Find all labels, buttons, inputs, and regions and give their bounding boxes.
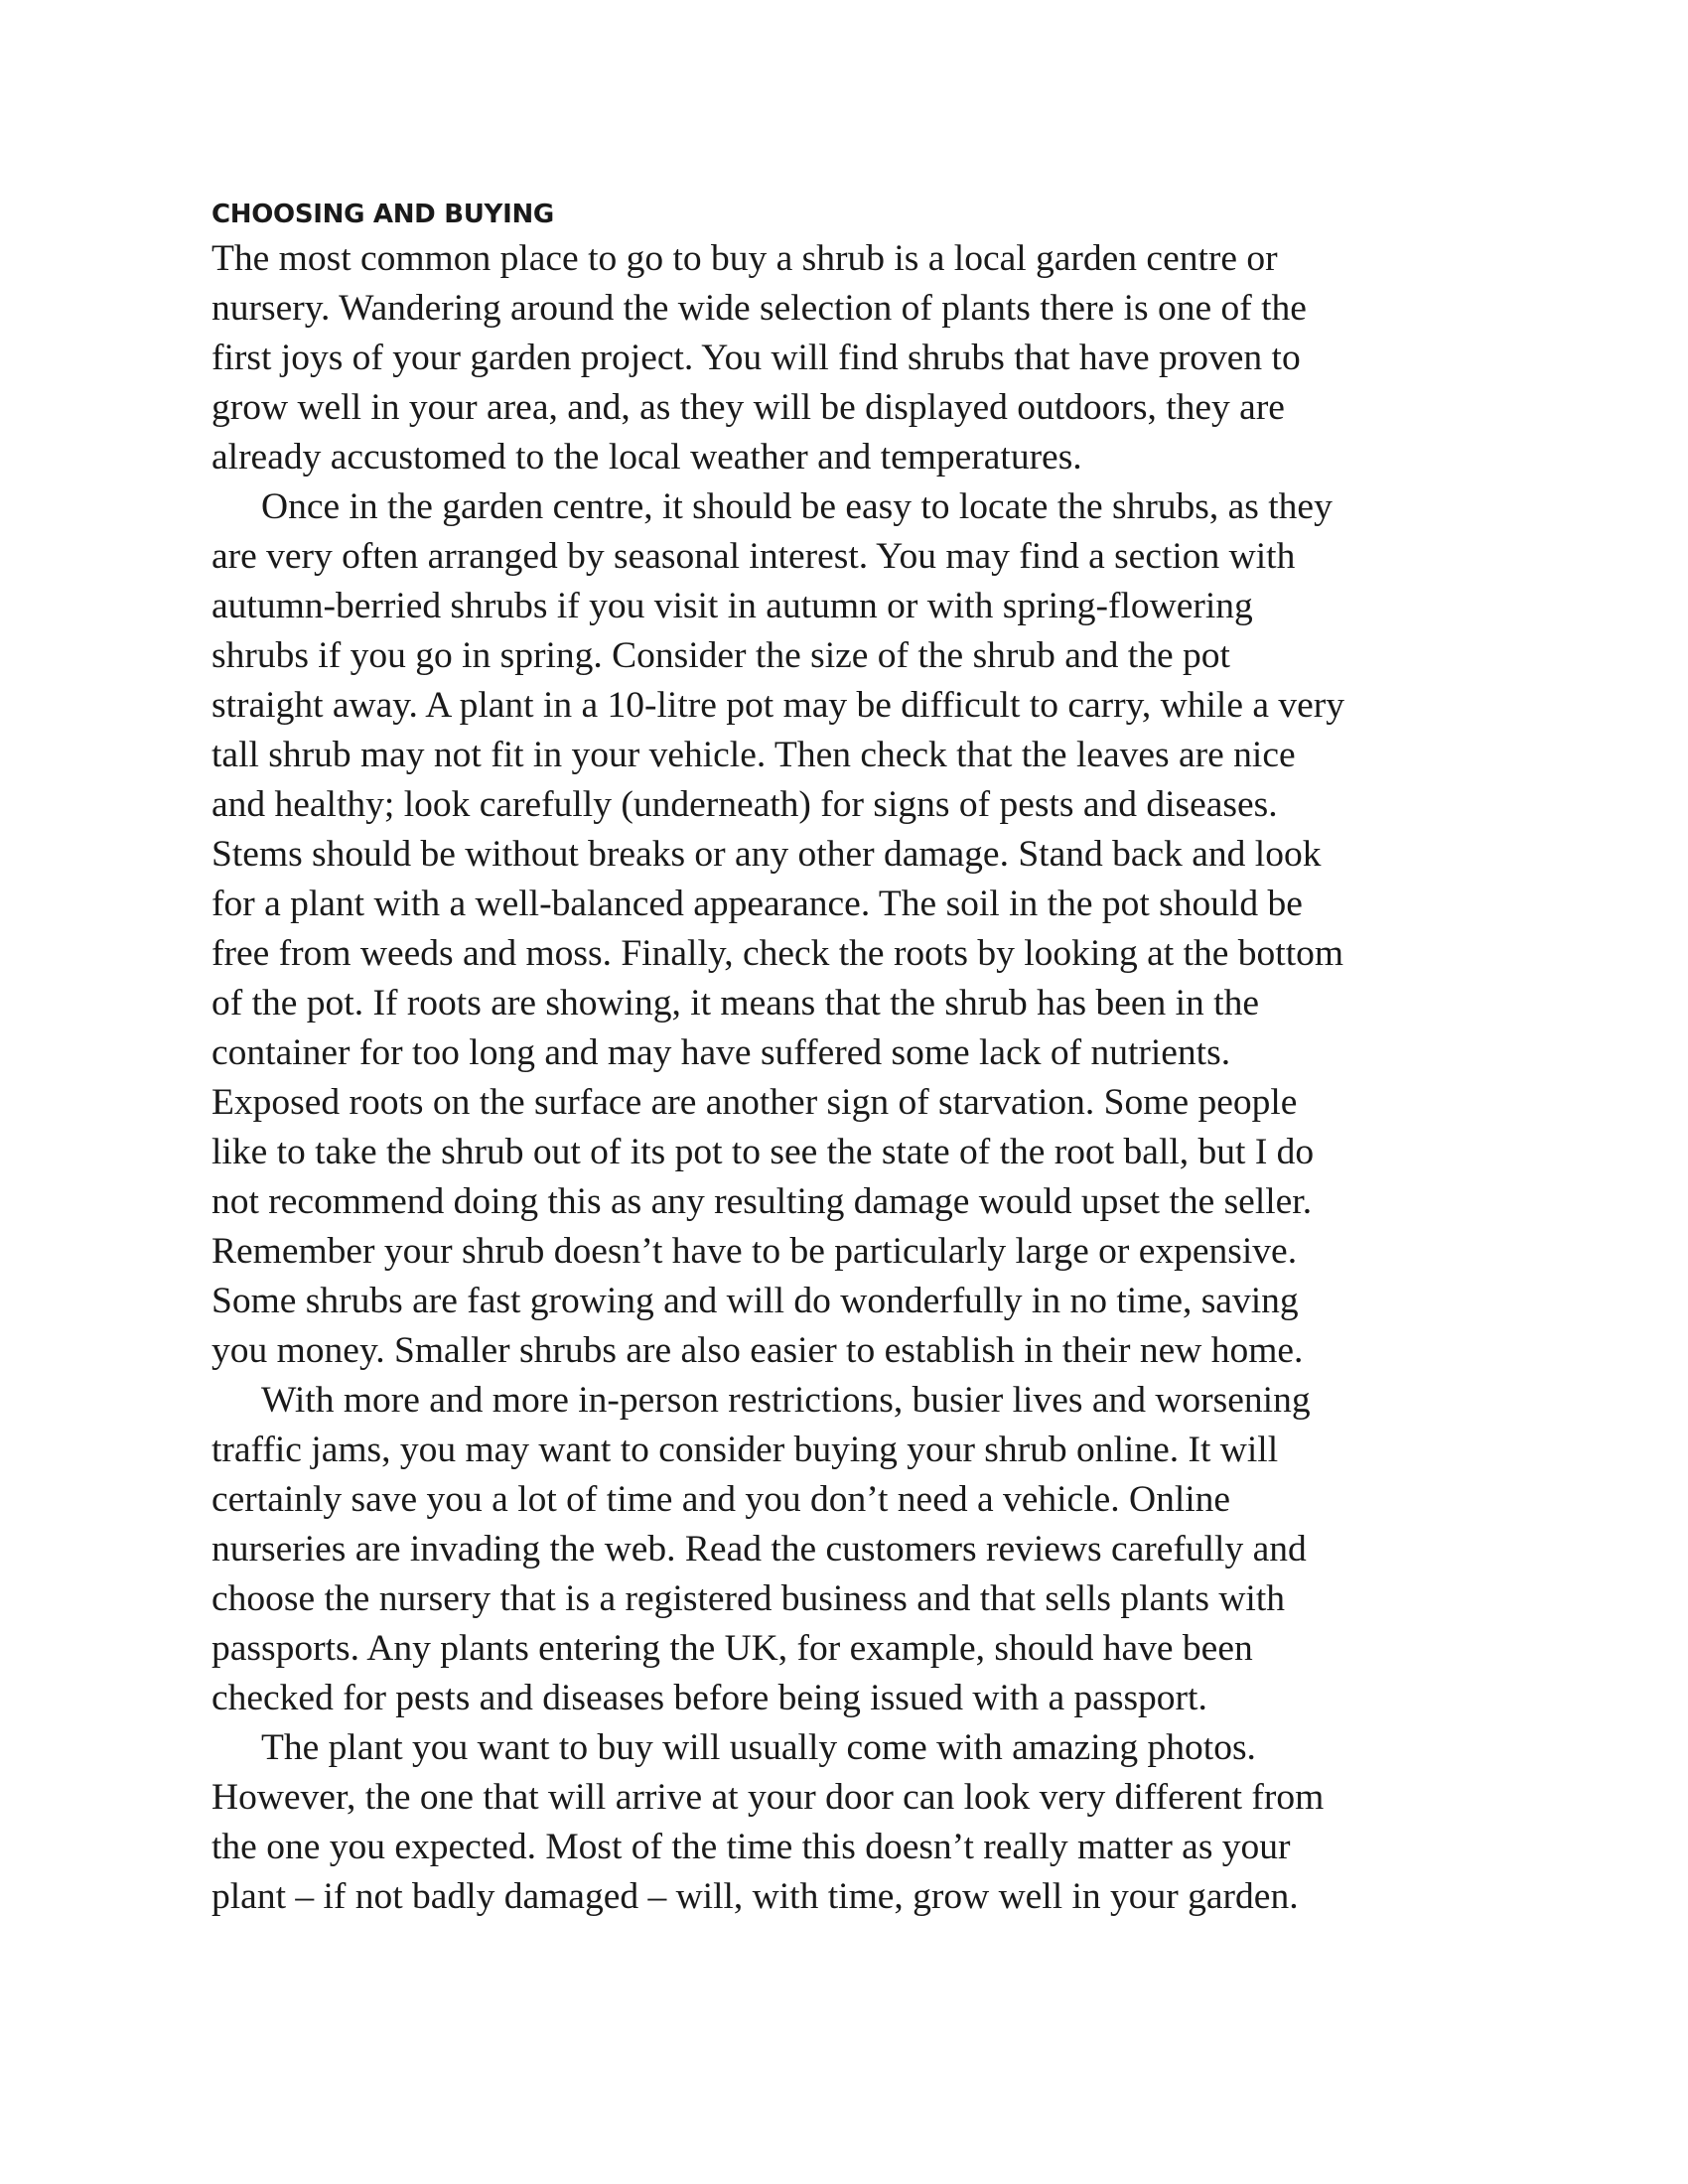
- text-line: checked for pests and diseases before being issued with a passport.: [211, 1678, 1207, 1718]
- text-line: The most common place to go to buy a shrub is a local garden centre or: [211, 238, 1278, 279]
- text-line: not recommend doing this as any resulting damage would upset the seller.: [211, 1181, 1313, 1222]
- text-line: Remember your shrub doesn’t have to be particularly large or expensive.: [211, 1231, 1298, 1272]
- text-line: free from weeds and moss. Finally, check the roots by looking at the bottom: [211, 933, 1344, 974]
- text-line: With more and more in-person restrictions, busier lives and worsening: [261, 1380, 1311, 1421]
- text-line: and healthy; look carefully (underneath) for signs of pests and diseases.: [211, 784, 1278, 825]
- text-line: of the pot. If roots are showing, it means that the shrub has been in the: [211, 983, 1259, 1024]
- paragraph: [211, 482, 1482, 1376]
- text-line: tall shrub may not fit in your vehicle. Then check that the leaves are nice: [211, 735, 1296, 775]
- paragraph: [211, 1376, 1482, 1723]
- text-line: Some shrubs are fast growing and will do wonderfully in no time, saving: [211, 1281, 1299, 1321]
- text-line: Exposed roots on the surface are another sign of starvation. Some people: [211, 1082, 1298, 1123]
- text-line: nursery. Wandering around the wide selection of plants there is one of the: [211, 288, 1307, 329]
- text-line: nurseries are invading the web. Read the customers reviews carefully and: [211, 1529, 1307, 1570]
- section-body: [211, 234, 1482, 1922]
- text-line: plant – if not badly damaged – will, with time, grow well in your garden.: [211, 1876, 1299, 1917]
- text-line: you money. Smaller shrubs are also easier to establish in their new home.: [211, 1330, 1304, 1371]
- text-line: choose the nursery that is a registered business and that sells plants with: [211, 1578, 1286, 1619]
- text-line: autumn-berried shrubs if you visit in autumn or with spring-flowering: [211, 586, 1253, 626]
- text-line: Stems should be without breaks or any other damage. Stand back and look: [211, 834, 1322, 875]
- text-line: first joys of your garden project. You will find shrubs that have proven to: [211, 338, 1301, 378]
- text-line: passports. Any plants entering the UK, for example, should have been: [211, 1628, 1253, 1669]
- text-line: container for too long and may have suffered some lack of nutrients.: [211, 1032, 1231, 1073]
- text-line: already accustomed to the local weather and temperatures.: [211, 437, 1082, 478]
- text-line: are very often arranged by seasonal interest. You may find a section with: [211, 536, 1296, 577]
- paragraph: [211, 1723, 1482, 1922]
- text-line: However, the one that will arrive at your door can look very different from: [211, 1777, 1325, 1818]
- text-line: Once in the garden centre, it should be easy to locate the shrubs, as they: [261, 486, 1333, 527]
- document-page: [211, 195, 1482, 1922]
- text-line: the one you expected. Most of the time this doesn’t really matter as your: [211, 1827, 1291, 1867]
- paragraph: [211, 234, 1482, 482]
- text-line: straight away. A plant in a 10-litre pot may be difficult to carry, while a very: [211, 685, 1344, 726]
- section-heading: CHOOSING AND BUYING: [211, 200, 554, 229]
- text-line: for a plant with a well-balanced appearance. The soil in the pot should be: [211, 884, 1303, 924]
- text-line: grow well in your area, and, as they will be displayed outdoors, they are: [211, 387, 1285, 428]
- text-line: shrubs if you go in spring. Consider the size of the shrub and the pot: [211, 635, 1230, 676]
- text-line: certainly save you a lot of time and you don’t need a vehicle. Online: [211, 1479, 1231, 1520]
- text-line: traffic jams, you may want to consider buying your shrub online. It will: [211, 1430, 1279, 1470]
- text-line: The plant you want to buy will usually come with amazing photos.: [261, 1727, 1256, 1768]
- text-line: like to take the shrub out of its pot to see the state of the root ball, but I do: [211, 1132, 1315, 1172]
